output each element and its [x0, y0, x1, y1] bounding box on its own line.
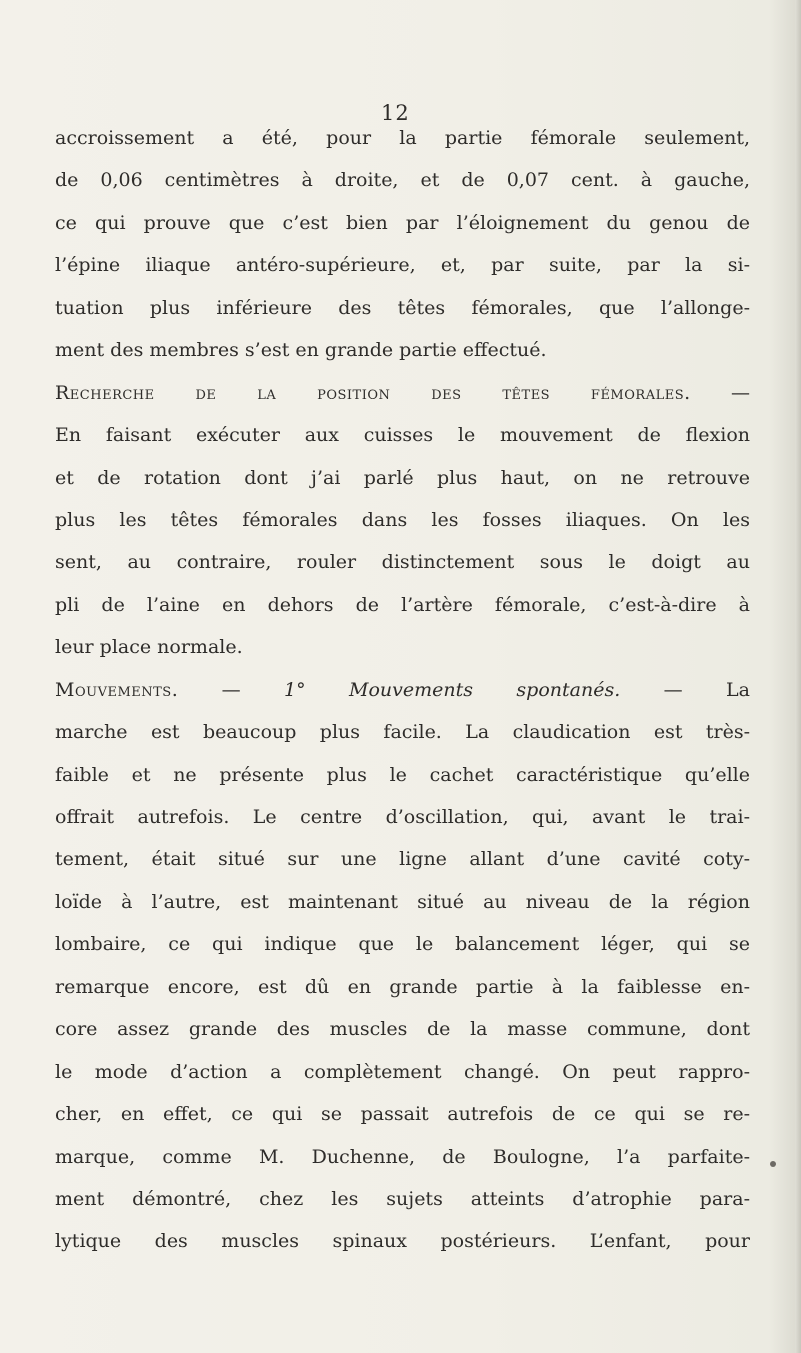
text-line	[55, 117, 750, 159]
text-segment: lytique des muscles spinaux postérieurs. L’enfant, pour	[55, 1230, 750, 1253]
text-line	[55, 584, 750, 626]
text-segment: pli de l’aine en dehors de l’artère fémorale, c’est-à-dire à	[55, 593, 750, 616]
subheading-italic: 1° Mouvements spontanés.	[284, 678, 621, 701]
text-line	[55, 838, 750, 880]
text-line	[55, 202, 750, 244]
text-line	[55, 1220, 750, 1262]
text-line	[55, 541, 750, 583]
text-line	[55, 1178, 750, 1220]
text-line	[55, 1136, 750, 1178]
text-segment: et de rotation dont j’ai parlé plus haut, on ne retrouve	[55, 466, 750, 489]
text-segment: marche est beaucoup plus facile. La claudication est très-	[55, 721, 750, 744]
text-segment: ment démontré, chez les sujets atteints d’atrophie para-	[55, 1187, 750, 1210]
text-segment: lombaire, ce qui indique que le balancement léger, qui se	[55, 933, 750, 956]
text-line	[55, 287, 750, 329]
section-heading: Mouvements.	[55, 678, 179, 701]
text-segment: ment des membres s’est en grande partie effectué.	[55, 339, 547, 362]
text-line	[55, 923, 750, 965]
text-line	[55, 881, 750, 923]
text-line	[55, 244, 750, 286]
text-line	[55, 1093, 750, 1135]
text-segment: —	[690, 381, 750, 404]
ink-speck	[770, 1161, 776, 1167]
page-number: 12	[381, 101, 410, 125]
text-segment: offrait autrefois. Le centre d’oscillation, qui, avant le trai-	[55, 806, 750, 828]
text-line	[55, 159, 750, 201]
text-segment: leur place normale.	[55, 636, 243, 659]
section-heading: Recherche de la position des têtes fémorales.	[55, 381, 691, 404]
text-line	[55, 372, 750, 414]
text-line	[55, 754, 750, 796]
text-segment: —	[178, 678, 285, 701]
text-segment: l’épine iliaque antéro-supérieure, et, par suite, par la si-	[55, 254, 750, 277]
text-segment: tuation plus inférieure des têtes fémorales, que l’allonge-	[55, 296, 750, 319]
text-line	[55, 626, 750, 668]
text-line	[55, 966, 750, 1008]
text-segment: ce qui prouve que c’est bien par l’éloignement du genou de	[55, 211, 750, 234]
text-segment: sent, au contraire, rouler distinctement sous le doigt au	[55, 551, 750, 574]
text-segment: marque, comme M. Duchenne, de Boulogne, l’a parfaite-	[55, 1145, 750, 1168]
text-line	[55, 669, 750, 711]
text-line	[55, 329, 750, 371]
text-segment: le mode d’action a complètement changé. On peut rappro-	[55, 1060, 750, 1083]
body-text	[55, 117, 750, 1263]
page-edge	[795, 0, 801, 1353]
text-segment: faible et ne présente plus le cachet caractéristique qu’elle	[55, 763, 750, 786]
text-segment: core assez grande des muscles de la masse commune, dont	[55, 1018, 750, 1041]
text-segment: tement, était situé sur une ligne allant d’une cavité coty-	[55, 848, 750, 871]
text-line	[55, 1051, 750, 1093]
text-segment: — La	[620, 678, 750, 701]
text-line	[55, 414, 750, 456]
text-line	[55, 457, 750, 499]
text-segment: plus les têtes fémorales dans les fosses iliaques. On les	[55, 508, 750, 531]
text-line	[55, 711, 750, 753]
text-segment: cher, en effet, ce qui se passait autrefois de ce qui se re-	[55, 1103, 750, 1126]
text-line	[55, 1008, 750, 1050]
text-segment: accroissement a été, pour la partie fémorale seulement,	[55, 127, 750, 149]
text-line	[55, 796, 750, 838]
text-segment: loïde à l’autre, est maintenant situé au niveau de la région	[55, 890, 750, 913]
text-segment: de 0,06 centimètres à droite, et de 0,07 cent. à gauche,	[55, 169, 750, 192]
text-segment: En faisant exécuter aux cuisses le mouvement de flexion	[55, 424, 750, 447]
text-line	[55, 499, 750, 541]
text-segment: remarque encore, est dû en grande partie à la faiblesse en-	[55, 975, 750, 998]
